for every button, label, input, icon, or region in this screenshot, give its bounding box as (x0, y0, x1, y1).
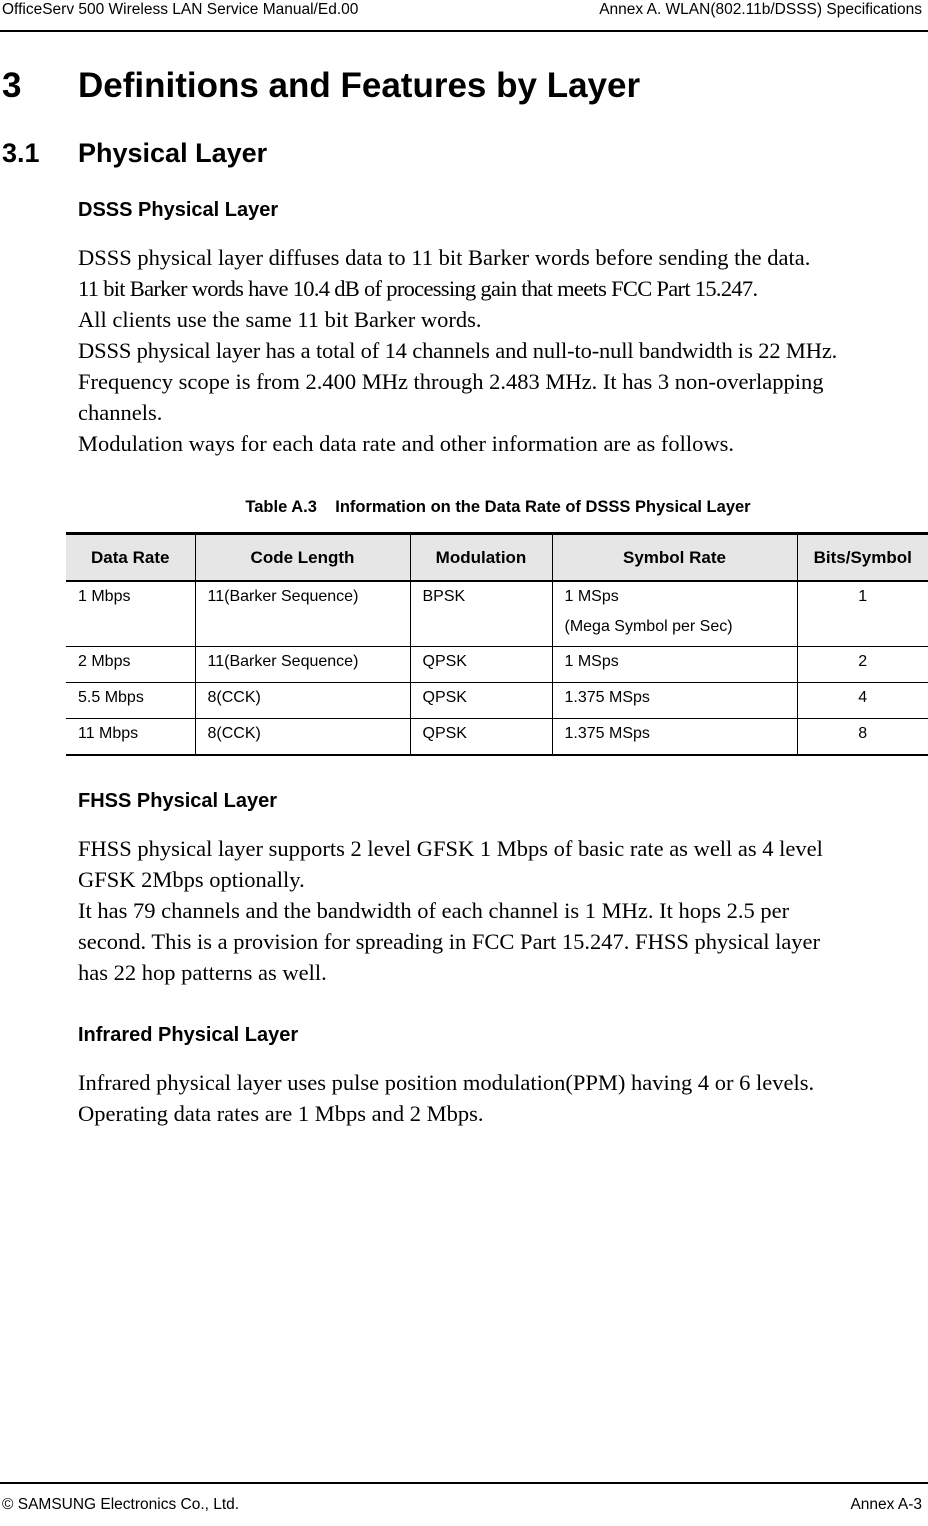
table-row (66, 647, 928, 683)
infrared-heading: Infrared Physical Layer (78, 1024, 299, 1046)
data-rate-table (66, 532, 928, 756)
footer-page-number: Annex A-3 (850, 1496, 922, 1513)
paragraph-line: channels. (78, 400, 163, 425)
symbol-rate-value: 1 MSps (564, 588, 619, 605)
table-cell: 1 Mbps (78, 588, 131, 605)
paragraph-line: DSSS physical layer diffuses data to 11 bit Barker words before sending the data. (78, 245, 811, 270)
paragraph-line: 11 bit Barker words have 10.4 dB of processing gain that meets FCC Part 15.247. (78, 276, 758, 301)
footer-copyright: © SAMSUNG Electronics Co., Ltd. (2, 1496, 240, 1513)
symbol-rate-note: (Mega Symbol per Sec) (564, 618, 733, 635)
paragraph-line: All clients use the same 11 bit Barker words. (78, 307, 482, 332)
page-header (0, 0, 928, 32)
section-title: Physical Layer (78, 138, 268, 168)
paragraph-line: Infrared physical layer uses pulse position modulation(PPM) having 4 or 6 levels. (78, 1070, 815, 1095)
column-header: Bits/Symbol (797, 534, 928, 582)
header-manual-title: OfficeServ 500 Wireless LAN Service Manual/Ed.00 (2, 1, 359, 18)
table-cell: 11(Barker Sequence) (195, 647, 410, 683)
paragraph-line: second. This is a provision for spreading in FCC Part 15.247. FHSS physical layer (78, 929, 821, 954)
chapter-number: 3 (2, 66, 22, 105)
paragraph-line: has 22 hop patterns as well. (78, 960, 327, 985)
table-cell: 2 (797, 647, 928, 683)
table-cell: 5.5 Mbps (66, 683, 195, 719)
table-row (66, 683, 928, 719)
paragraph-line: It has 79 channels and the bandwidth of each channel is 1 MHz. It hops 2.5 per (78, 898, 790, 923)
paragraph-line: GFSK 2Mbps optionally. (78, 867, 305, 892)
fhss-paragraph (78, 833, 928, 988)
table-cell: QPSK (410, 683, 552, 719)
table-cell: 11 Mbps (66, 719, 195, 756)
dsss-paragraph (78, 242, 928, 459)
column-header: Modulation (410, 534, 552, 582)
section-number: 3.1 (2, 138, 40, 168)
section-heading (2, 138, 267, 169)
page-footer (0, 1482, 928, 1526)
table-cell: QPSK (410, 647, 552, 683)
table-cell: 1.375 MSps (552, 719, 797, 756)
header-annex-title: Annex A. WLAN(802.11b/DSSS) Specifications (599, 1, 922, 18)
table-cell: 8(CCK) (195, 719, 410, 756)
table-cell: 4 (797, 683, 928, 719)
paragraph-line: Frequency scope is from 2.400 MHz through 2.483 MHz. It has 3 non-overlapping (78, 369, 824, 394)
table-row (66, 719, 928, 756)
fhss-heading: FHSS Physical Layer (78, 790, 277, 812)
table-cell-symbol-rate (552, 581, 797, 647)
paragraph-line: DSSS physical layer has a total of 14 channels and null-to-null bandwidth is 22 MHz. (78, 338, 838, 363)
table-caption: Table A.3 Information on the Data Rate of DSSS Physical Layer (245, 498, 751, 516)
column-header: Symbol Rate (552, 534, 797, 582)
table-cell: 1.375 MSps (552, 683, 797, 719)
column-header: Code Length (195, 534, 410, 582)
table-cell: 8 (797, 719, 928, 756)
table-cell: BPSK (410, 581, 552, 647)
table-cell: 1 (797, 581, 928, 647)
table-cell: QPSK (410, 719, 552, 756)
chapter-heading (2, 66, 640, 106)
table-cell: 1 MSps (552, 647, 797, 683)
table-cell: 2 Mbps (66, 647, 195, 683)
table-cell: 11(Barker Sequence) (195, 581, 410, 647)
dsss-heading: DSSS Physical Layer (78, 199, 279, 221)
paragraph-line: Modulation ways for each data rate and other information are as follows. (78, 431, 735, 456)
table-cell: 8(CCK) (195, 683, 410, 719)
paragraph-line: Operating data rates are 1 Mbps and 2 Mbps. (78, 1101, 484, 1126)
table-row (66, 581, 928, 647)
column-header: Data Rate (91, 547, 170, 567)
chapter-title: Definitions and Features by Layer (78, 66, 641, 105)
paragraph-line: FHSS physical layer supports 2 level GFSK 1 Mbps of basic rate as well as 4 level (78, 836, 823, 861)
infrared-paragraph (78, 1067, 928, 1129)
table-header-row (66, 534, 928, 582)
